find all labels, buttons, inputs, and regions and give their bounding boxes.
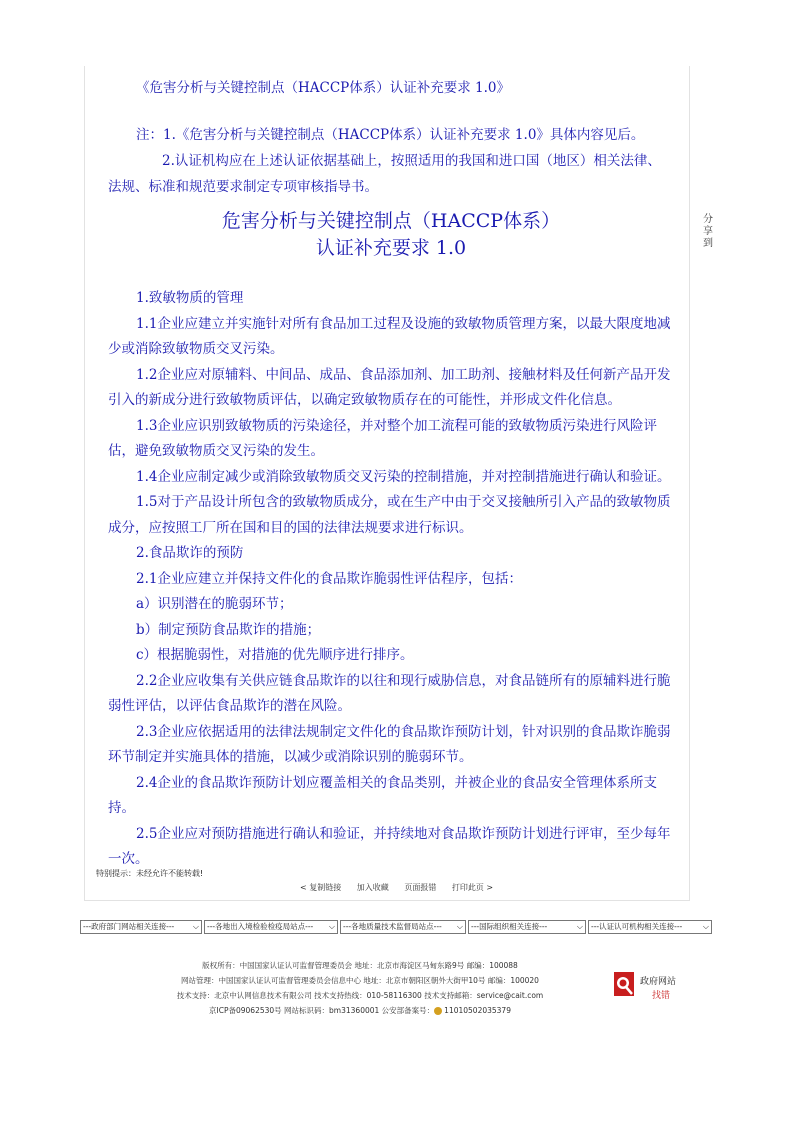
inspection-links-select[interactable]: ---各地出入境检验检疫局站点--- ⌵ (204, 920, 338, 934)
footer-support: 技术支持：北京中认网信息技术有限公司 技术支持热线：010-58116300 技术支持邮箱：service@cait.com (176, 991, 544, 1000)
gov-badge-title: 政府网站 (640, 977, 677, 987)
chevron-down-icon: ⌵ (576, 922, 583, 931)
reprint-tip: 特别提示：未经允许不能转载! (96, 869, 204, 878)
gov-site-error-badge[interactable] (612, 968, 692, 1002)
magnifier-icon (612, 970, 636, 998)
paragraph: 1.致敏物质的管理 (136, 290, 244, 306)
footer-icp: 京ICP备09062530号 网站标识码：bm31360001 公安部备案号： (209, 1006, 435, 1015)
doc-title-line2: 认证补充要求 1.0 (315, 237, 467, 259)
report-error-button[interactable]: 页面报错 (404, 883, 437, 892)
cert-links-select[interactable]: ---认证认可机构相关连接--- ⌵ (588, 920, 712, 934)
note-1 (108, 122, 674, 148)
chevron-down-icon: ⌵ (702, 922, 709, 931)
paragraph: 1.4企业应制定减少或消除致敏物质交叉污染的控制措施，并对控制措施进行确认和验证。 (136, 468, 671, 485)
paragraph: 2.5企业应对预防措施进行确认和验证，并持续地对食品欺诈预防计划进行评审，至少每年一次。 (108, 825, 671, 867)
chevron-down-icon: ⌵ (328, 922, 335, 931)
police-badge-icon (434, 1007, 442, 1015)
page-actions (300, 882, 506, 893)
site-footer (150, 958, 570, 1018)
paragraph: 2.3企业应依据适用的法律法规制定文件化的食品欺诈预防计划，针对识别的食品欺诈脆弱环节制定并实施具体的措施，以减少或消除识别的脆弱环节。 (108, 723, 671, 765)
gov-badge-subtitle: 找错 (652, 991, 671, 1001)
chevron-down-icon: ⌵ (456, 922, 463, 931)
footer-police-number: 11010502035379 (444, 1006, 511, 1015)
link-selects (80, 920, 712, 934)
paragraph: a）识别潜在的脆弱环节； (136, 596, 293, 612)
paragraph: 2.4企业的食品欺诈预防计划应覆盖相关的食品类别，并被企业的食品安全管理体系所支持。 (108, 774, 657, 816)
footer-record (150, 1003, 570, 1018)
footer-management: 网站管理：中国国家认证认可监督管理委员会信息中心 地址：北京市朝阳区朝外大街甲10号 邮编：100020 (181, 976, 539, 985)
paragraph: c）根据脆弱性，对措施的优先顺序进行排序。 (136, 647, 414, 663)
chevron-down-icon: ⌵ (192, 922, 199, 931)
paragraph: 2.2企业应收集有关供应链食品欺诈的以往和现行威胁信息，对食品链所有的原辅料进行脆弱性评估，以评估食品欺诈的潜在风险。 (108, 672, 671, 714)
note-label: 注： (136, 127, 163, 143)
gov-links-select[interactable]: ---政府部门网站相关连接--- ⌵ (80, 920, 202, 934)
paragraph: 2.食品欺诈的预防 (136, 545, 244, 561)
quality-links-select[interactable]: ---各地质量技术监督局站点--- ⌵ (340, 920, 466, 934)
document-body (108, 286, 674, 873)
print-page-button[interactable]: 打印此页 > (451, 883, 494, 892)
copy-link-button[interactable]: < 复制链接 (300, 883, 342, 892)
paragraph: 1.2企业应对原辅料、中间品、成品、食品添加剂、加工助剂、接触材料及任何新产品开发引入的新成分进行致敏物质评估，以确定致敏物质存在的可能性，并形成文件化信息。 (108, 366, 671, 408)
note-2: 2.认证机构应在上述认证依据基础上，按照适用的我国和进口国（地区）相关法律、法规、标准和规范要求制定专项审核指导书。 (108, 153, 661, 195)
paragraph: 1.3企业应识别致敏物质的污染途径，并对整个加工流程可能的致敏物质污染进行风险评估，避免致敏物质交叉污染的发生。 (108, 417, 657, 459)
standard-title-line: 《危害分析与关键控制点（HACCP体系）认证补充要求 1.0》 (136, 80, 511, 96)
doc-title-line1: 危害分析与关键控制点（HACCP体系） (221, 210, 561, 232)
paragraph: 1.5对于产品设计所包含的致敏物质成分，或在生产中由于交叉接触所引入产品的致敏物质成分，应按照工厂所在国和目的国的法律法规要求进行标识。 (108, 494, 671, 536)
add-favorite-button[interactable]: 加入收藏 (356, 883, 389, 892)
footer-copyright: 版权所有：中国国家认证认可监督管理委员会 地址：北京市海淀区马甸东路9号 邮编：100088 (202, 961, 518, 970)
paragraph: b）制定预防食品欺诈的措施； (136, 621, 321, 638)
intl-links-select[interactable]: ---国际组织相关连接--- ⌵ (468, 920, 586, 934)
paragraph: 2.1企业应建立并保持文件化的食品欺诈脆弱性评估程序，包括： (136, 570, 522, 587)
share-to-button[interactable]: 分享到 (703, 214, 713, 249)
paragraph: 1.1企业应建立并实施针对所有食品加工过程及设施的致敏物质管理方案，以最大限度地减少或消除致敏物质交叉污染。 (108, 315, 671, 357)
note-1-text: 1.《危害分析与关键控制点（HACCP体系）认证补充要求 1.0》具体内容见后。 (163, 127, 645, 143)
